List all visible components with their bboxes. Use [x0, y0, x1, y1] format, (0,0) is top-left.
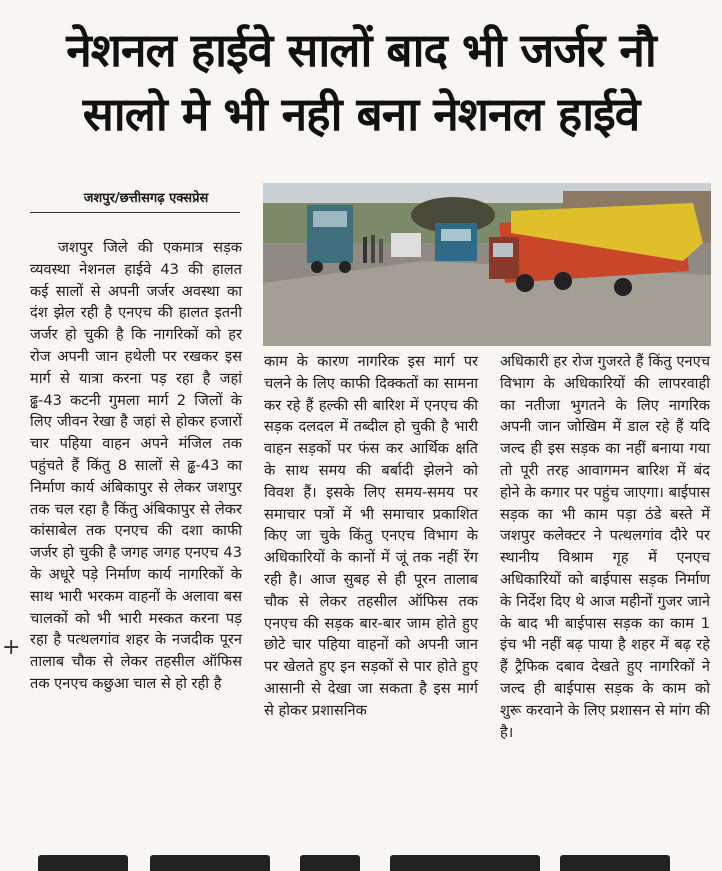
article-text-col-3: अधिकारी हर रोज गुजरते हैं किंतु एनएच विभाग के अधिकारियों की लापरवाही का नतीजा भुगतने के लिए नागरिक अपनी जान जोखिम में डाल रहे हैं यदि जल्द ही इस सड़क का नहीं बनाया गया तो पूरी तरह आवागमन बारिश में बंद होने के कगार पर पहुंच जाएगा। बाईपास सड़क का भी काम पड़ा ठंडे बस्ते में जशपुर कलेक्टर ने पत्थलगांव दौरे पर स्थानीय विश्राम गृह में एनएच अधिकारियों को बाईपास सड़क निर्माण के निर्देश दिए थे आज महीनों गुजर जाने के बाद भी बाईपास सड़क का काम 1 इंच भी नहीं बढ़ पाया है शहर में बढ़ रहे हैं ट्रैफिक दबाव देखते हुए नागरिकों ने जल्द ही बाईपास सड़क के काम को शुरू करवाने के लिए प्रशासन से मांग की है।	[500, 353, 710, 741]
article-column-3	[500, 351, 710, 743]
crosshair-icon: +	[2, 635, 21, 660]
byline: जशपुर/छत्तीसगढ़ एक्सप्रेस	[83, 191, 209, 206]
next-headline-cropped	[0, 853, 722, 871]
article-text-col-1: जशपुर जिले की एकमात्र सड़क व्यवस्था नेशनल हाईवे 43 की हालत कई सालों से अपनी जर्जर अवस्था का दंश झेल रही है एनएच की हालत इतनी जर्जर हो चुकी है कि नागरिकों को हर रोज अपनी जान हथेली पर रखकर इस मार्ग से यात्रा करना पड़ रहा है जहां ढ्ढ-43 कटनी गुमला मार्ग 2 जिलों के लिए जीवन रेखा है जहां से होकर हजारों चार पहिया वाहन अपने मंजिल तक पहुंचते हैं किंतु 8 सालों से ढ्ढ-43 का निर्माण कार्य अंबिकापुर से लेकर जशपुर तक चल रहा है किंतु अंबिकापुर से लेकर कांसाबेल तक एनएच की दशा काफी जर्जर हो चुकी है जगह जगह एनएच 43 के अधूरे पड़े निर्माण कार्य नागरिकों के साथ भारी भरकम वाहनों के अलावा बस चालकों को भी भारी मस्कत करना पड़ रहा है पत्थलगांव शहर के नजदीक पूरन तालाब चौक से लेकर तहसील ऑफिस तक एनएच कछुआ चाल से हो रही है	[30, 239, 242, 692]
news-photo	[263, 183, 711, 346]
article-text-col-2: काम के कारण नागरिक इस मार्ग पर चलने के लिए काफी दिक्कतों का सामना कर रहे हैं हल्की सी बारिश में एनएच की सड़क दलदल में तब्दील हो चुकी है भारी वाहन सड़कों पर फंस कर आर्थिक क्षति के साथ समय की बर्बादी झेलने को विवश हैं। इसके लिए समय-समय पर समाचार पत्रों में भी समाचार प्रकाशित किए जा चुके किंतु एनएच विभाग के अधिकारियों के कानों में जूं तक नहीं रेंग रही है। आज सुबह से ही पूरन तालाब चौक से लेकर तहसील ऑफिस तक एनएच की सड़क बार-बार जाम होते हुए छोटे चार पहिया वाहनों को अपनी जान पर खेलते हुए इन सड़कों से पार होते हुए आसानी से देखा जा सकता है इस मार्ग से होकर प्रशासनिक	[264, 353, 478, 719]
headline-line-1: नेशनल हाईवे सालों बाद भी जर्जर नौ	[66, 23, 656, 77]
highway-trucks-illustration	[263, 183, 711, 346]
byline-rule	[30, 212, 240, 213]
article-column-1	[30, 237, 242, 695]
article-column-2	[264, 351, 478, 722]
headline-line-2: सालो मे भी नही बना नेशनल हाईवे	[82, 87, 640, 141]
headline	[0, 18, 722, 146]
